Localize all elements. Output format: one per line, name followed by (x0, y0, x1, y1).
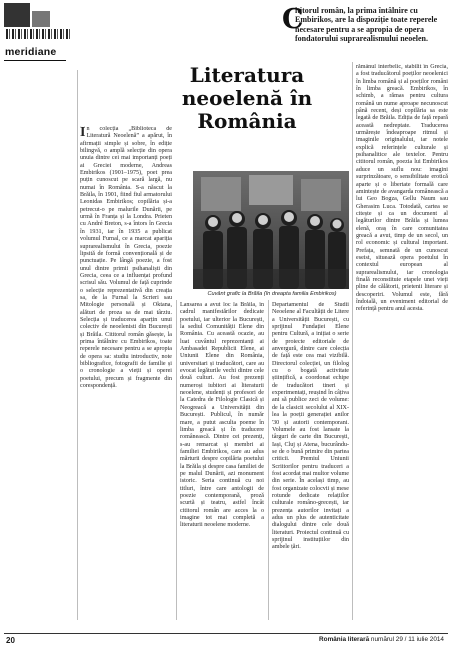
column-rule (77, 70, 78, 620)
article-column-1 (80, 126, 172, 626)
publication-name: România literară (319, 636, 370, 643)
column-4-text: rămânul interbelic, stabilit în Grecia, a fost traducătorul poeților neoelenici în limba română și al poeților români în limba greacă. Embirikos, în schimb, a rămas pentru cultura română un nume aproape necunoscut până recent, deși copilăria sa este legată de Brăila. Ediția de față repară această nedreptate. Traducerea urmărește îndeaproape ritmul și imaginile originalului, iar notele explică referințele culturale și psihanalitice ale textelor. Pentru cititorul român, poezia lui Embirikos aduce un suflu nou: imagini surprinzătoare, o sensibilitate erotică aparte și o libertate formală care amintește de avangarda românească a lui Geo Bogza, Gellu Naum sau Gherasim Luca. Totodată, cartea se citește și ca un document al legăturilor dintre Brăila și lumea elenă, oraș în care comunitatea greacă a avut, timp de un secol, un rol economic și cultural important. Prefața, semnată de un cunoscut eseist, situează opera poetului în contextul european al suprarealismului, iar cronologia finală reconstituie etapele unei vieți pline de călătorii, prietenii literare și descoperiri. Volumul este, fără îndoială, un eveniment editorial de referință pentru anul acesta. (356, 64, 448, 313)
column-rule (352, 62, 353, 620)
column-rule (176, 300, 177, 620)
article-photo (193, 171, 349, 289)
article-column-4 (356, 64, 448, 628)
photo-image (193, 171, 349, 289)
ornament-stripes (6, 29, 72, 39)
lead-dropcap: C (282, 4, 304, 35)
footer-publication (319, 636, 444, 643)
photo-caption: Cuvânt grafic la Brăila (în dreapta familia Embirikos) (207, 291, 337, 297)
column-dropcap: Î (80, 126, 86, 140)
article-column-3 (272, 302, 349, 628)
footer-rule (4, 633, 448, 634)
issue-info: numărul 29 / 11 iulie 2014 (370, 636, 444, 643)
lead-paragraph: ititorul român, la prima întâlnire cu Embirikos, are la dispoziție toate reperele necesare pentru a se apropia de opera fondatorului suprarealismului neoelen. (295, 6, 438, 43)
column-rule (268, 300, 269, 620)
section-rubric: meridiane (5, 46, 57, 58)
column-1-text: n colecția „Biblioteca de Literatură Neoelenă” a apărut, în afirmații simple și sobre, în ediție bilingvă, o amplă selecție din opera unuia dintre cei mai importanți poeți ai Greciei moderne, Andreas Embirikos (1901–1975), poet prea puțin cunoscut pe scară largă, nu numai în România. S-a născut la Brăila, în 1901, fiind fiul armatorului Leonidas Embirikos; copilăria și-a petrecut-o pe malurile Dunării, pe urmă în Franța și la Londra. Prieten cu André Breton, s-a întors în Grecia în 1931, iar în 1935 a publicat volumul Furnal, ce a marcat apariția suprarealismului în Grecia, poezie lipsită de formă convențională și de punctuație. Pe lângă poezie, a fost unul dintre primii psihanaliști din Grecia, ceea ce a influențat profund scrisul său. Volumul de față cuprinde o selecție reprezentativă din creația sa, de la Furnal la Scrieri sau Mitologie personală și Oktana, alături de proza sa de mai târziu. Selecția și traducerea aparțin unui colectiv de neoelenisti din București și Brăila. Cititorul român găsește, la prima întâlnire cu Embirikos, toate reperele necesare pentru a se apropia de opera sa: studiu introductiv, note bibliografice, fotografii de familie și o cronologie a vieții și operei poetului, precum și fragmente din corespondență. (80, 126, 172, 390)
column-3-text: Departamentul de Studii Neoelene al Facultății de Litere a Universității București, cu sprijinul Fundației Elene pentru Cultură, a inițiat o serie de proiecte editoriale de anvergură, dintre care colecția de față este cea mai vizibilă. Directorul colecției, un filolog cu o bogată activitate științifică, a coordonat echipe de traducători tineri și experimentați, reușind în câțiva ani să publice zeci de volume: de la clasicii secolului al XIX-lea la poeții generației anilor '30 și autorii contemporani. Volumele au fost lansate la târguri de carte din București, Iași, Cluj și Atena, bucurându-se de o bună primire din partea criticii. Premiul Uniunii Scriitorilor pentru traduceri a fost acordat mai multor volume din serie. În același timp, au fost organizate colocvii și mese rotunde dedicate relațiilor culturale româno-grecești, iar prezența autorilor invitați a adus un plus de autenticitate dialogului dintre cele două literaturi. Proiectul continuă cu sprijinul instituțiilor din ambele țări. (272, 302, 349, 551)
rubric-underline (4, 60, 66, 61)
column-2-text: Lansarea a avut loc la Brăila, în cadrul manifestărilor dedicate poetului, iar ulterior la București, la sediul Comunității Elene din România. Cu această ocazie, au luat cuvântul reprezentanți ai Ambasadei Republicii Elene, ai Uniunii Elene din România, universitari și traducători, care au evocat legăturile vechi dintre cele două culturi. Au fost prezenți numeroși iubitori ai literaturii neoelene, studenți și profesori de la Catedra de Filologie Clasică și Neogreacă a Universității din București. Publicul, în număr mare, a putut asculta poeme în limba greacă și în traducere românească. Dintre cei prezenți, s-au remarcat și membri ai familiei Embirikos, care au adus mărturii despre copilăria poetului la Brăila și despre casa familiei de pe malul Dunării, azi monument istoric. Seria continuă cu noi titluri, între care antologii de poezie contemporană, proză scurtă și teatru, astfel încât cititorul român are acces la o imagine tot mai completă a literaturii neoelene moderne. (180, 302, 264, 529)
article-column-2 (180, 302, 264, 628)
ornament-block-small (32, 11, 50, 27)
ornament-block (4, 3, 30, 27)
article-title: Literatura neoelenă în România (181, 63, 313, 133)
page-number: 20 (6, 636, 15, 645)
